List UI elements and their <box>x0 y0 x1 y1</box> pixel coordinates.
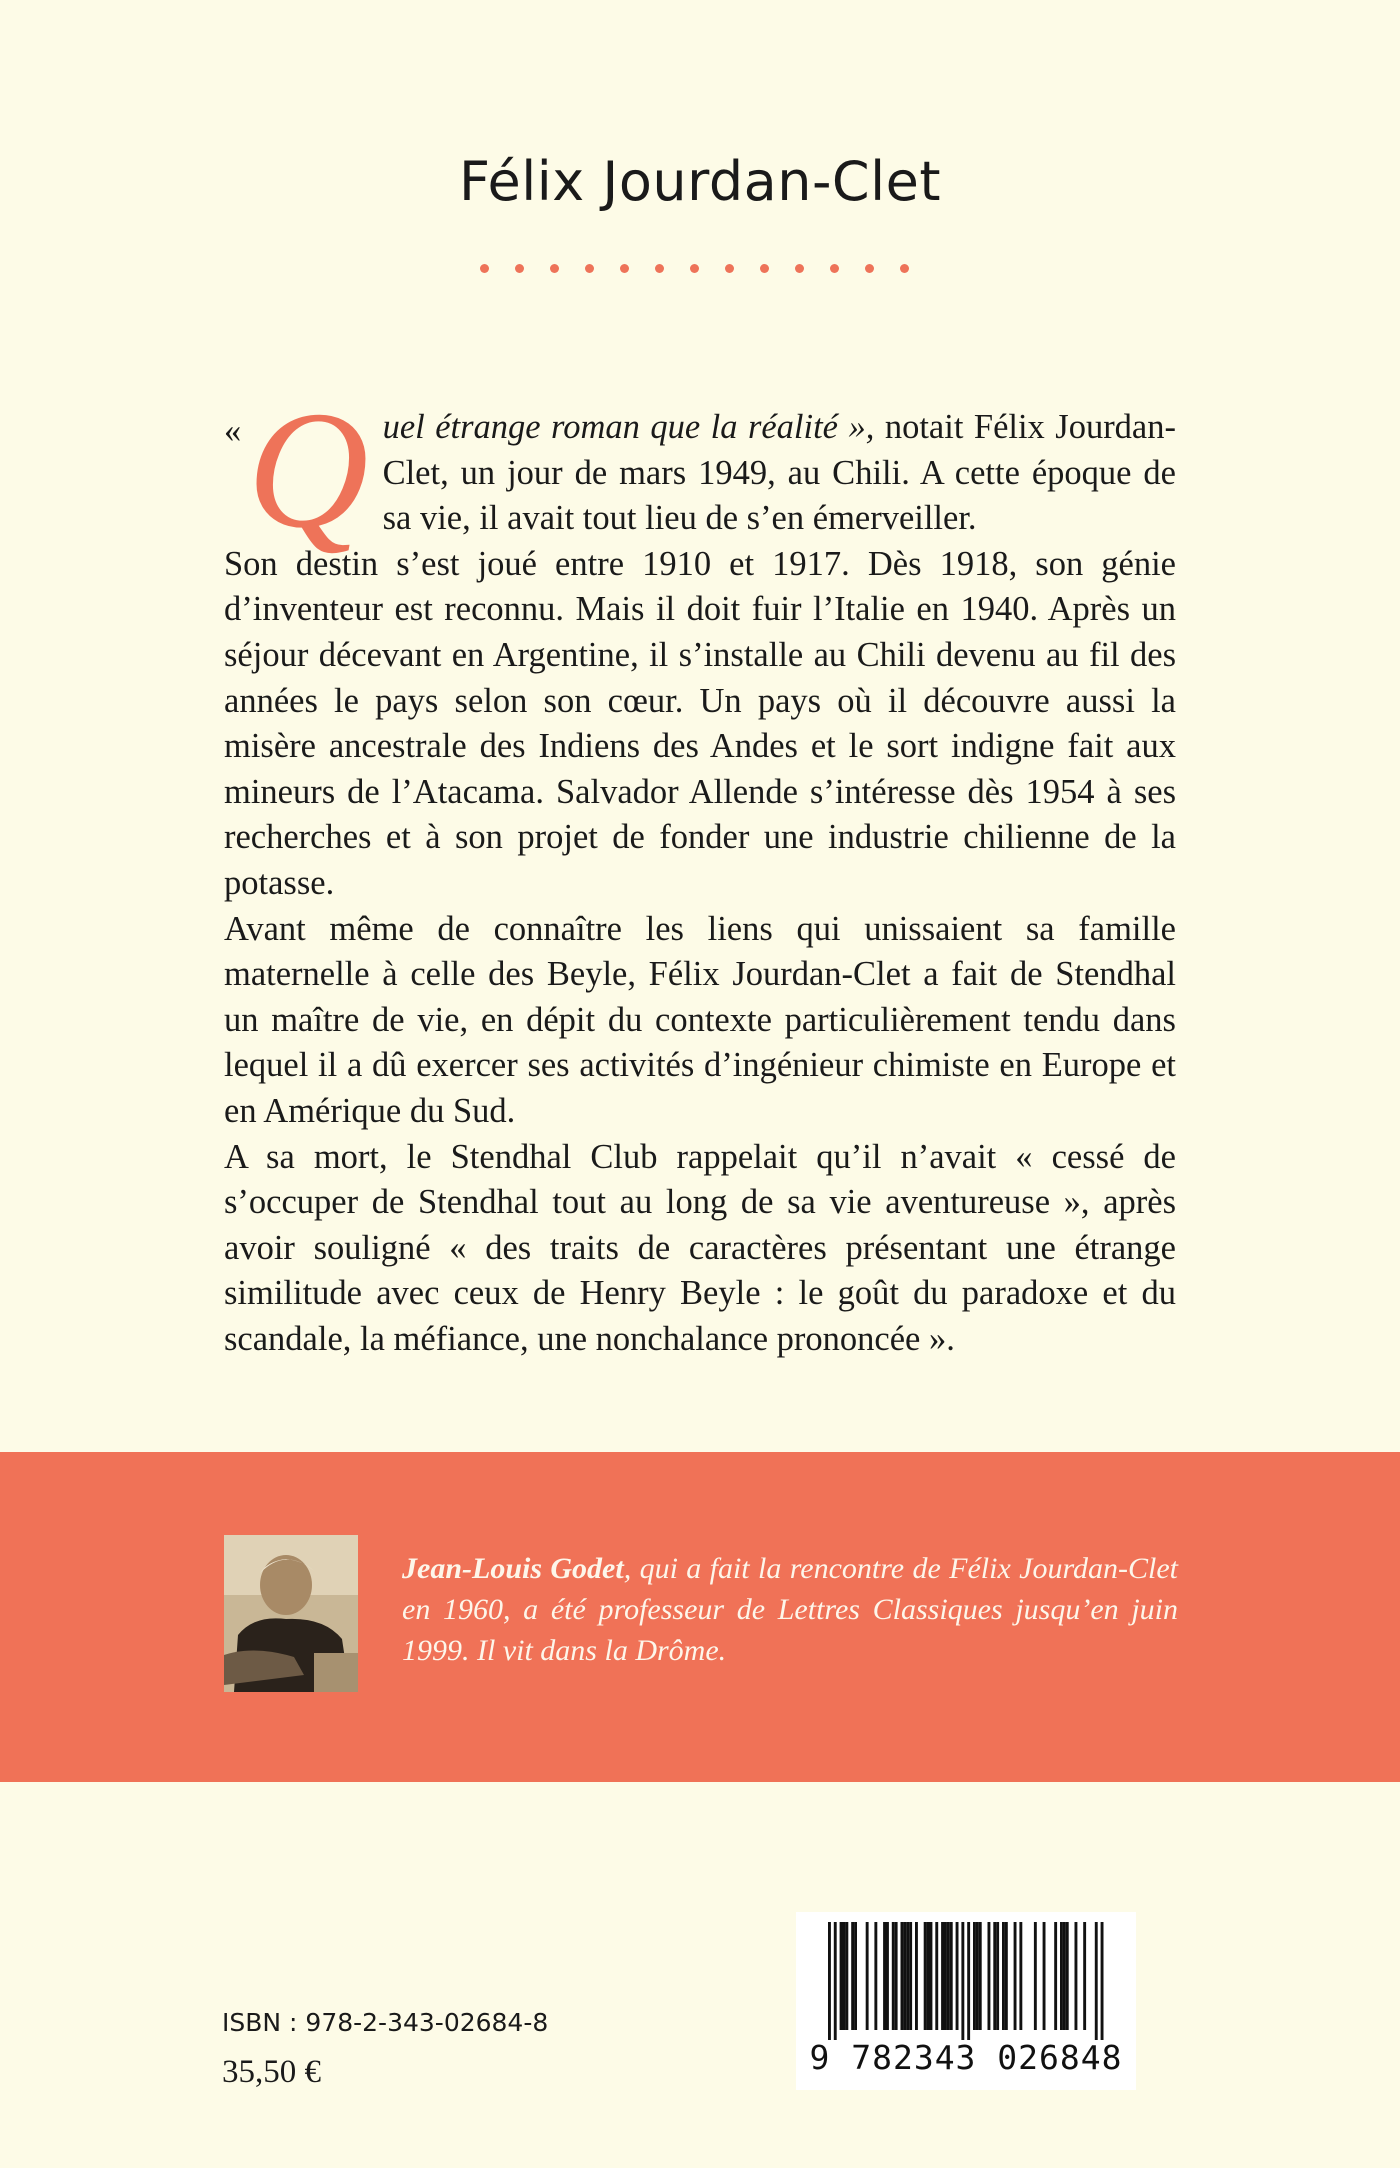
barcode-bar <box>845 1922 848 2030</box>
author-bio-text: , qui a fait la rencontre de Félix Jourdan-Clet en 1960, a été professeur de Lettres Classiques jusqu’en juin 1999. Il vit dans la Drôme. <box>402 1552 1179 1667</box>
divider-dot <box>830 264 839 273</box>
barcode-bar <box>1019 1922 1022 2030</box>
opening-quotation: uel étrange roman que la réalité », <box>382 408 875 446</box>
barcode-bar <box>843 1922 846 2030</box>
barcode-bar <box>834 1922 837 2040</box>
barcode-bar <box>909 1922 912 2030</box>
barcode-digits: 9 782343 026848 <box>809 2038 1123 2077</box>
price-label: 35,50 € <box>222 2054 321 2090</box>
author-photo <box>224 1535 358 1692</box>
divider-dot <box>550 264 559 273</box>
barcode-bars <box>796 1912 1136 2042</box>
barcode-bar <box>1005 1922 1008 2030</box>
barcode-bar <box>976 1922 979 2030</box>
barcode-bar <box>866 1922 869 2030</box>
barcode-bar <box>927 1922 930 2030</box>
barcode-bar <box>935 1922 938 2030</box>
divider-dot <box>725 264 734 273</box>
barcode-bar <box>903 1922 906 2030</box>
author-name: Jean-Louis Godet <box>402 1552 624 1585</box>
barcode-bar <box>930 1922 933 2030</box>
barcode-bar <box>924 1922 927 2030</box>
author-portrait-image <box>224 1535 358 1692</box>
back-cover-blurb <box>224 377 1176 1362</box>
barcode-bar <box>1075 1922 1078 2030</box>
barcode-bar <box>1083 1922 1086 2030</box>
barcode-bar <box>941 1922 944 2030</box>
barcode-bar <box>1101 1922 1104 2040</box>
barcode-bar <box>944 1922 947 2030</box>
divider-dot <box>865 264 874 273</box>
blurb-paragraph-1 <box>224 377 1176 563</box>
barcode-bar <box>947 1922 950 2030</box>
barcode-bar <box>1034 1922 1037 2030</box>
barcode-bar <box>886 1922 889 2030</box>
barcode-bar <box>988 1922 991 2030</box>
barcode-bar <box>828 1922 831 2040</box>
barcode-bar <box>979 1922 982 2030</box>
barcode-bar <box>973 1922 976 2030</box>
barcode <box>796 1912 1136 2090</box>
blurb-paragraph-2: Son destin s’est joué entre 1910 et 1917. Dès 1918, son génie d’inventeur est reconnu. Mais il doit fuir l’Italie en 1940. Après un séjour décevant en Argentine, il s’installe au Chili devenu au fil des années le pays selon son cœur. Un pays où il découvre aussi la misère ancestrale des Indiens des Andes et le sort indigne fait aux mineurs de l’Atacama. Salvador Allende s’intéresse dès 1954 à ses recherches et à son projet de fonder une industrie chilienne de la potasse. <box>224 544 1176 902</box>
divider-dot <box>690 264 699 273</box>
divider-dot <box>585 264 594 273</box>
divider-dot <box>620 264 629 273</box>
book-title: Félix Jourdan-Clet <box>458 150 942 213</box>
barcode-bar <box>906 1922 909 2030</box>
barcode-bar <box>961 1922 964 2040</box>
barcode-bar <box>1002 1922 1005 2030</box>
barcode-bar <box>1063 1922 1066 2030</box>
barcode-bar <box>967 1922 970 2040</box>
divider-dot <box>760 264 769 273</box>
barcode-bar <box>874 1922 877 2030</box>
barcode-bar <box>993 1922 996 2030</box>
barcode-bar <box>1014 1922 1017 2030</box>
barcode-bar <box>1060 1922 1063 2030</box>
author-bio <box>402 1548 1178 1671</box>
divider-dot <box>795 264 804 273</box>
isbn-label: ISBN : 978-2-343-02684-8 <box>222 2008 549 2037</box>
drop-cap-letter: Q <box>247 377 369 563</box>
divider-dot <box>655 264 664 273</box>
blurb-paragraph-4: A sa mort, le Stendhal Club rappelait qu’il n’avait « cessé de s’occuper de Stendhal tout au long de sa vie aventureuse », après avoir souligné « des traits de caractères présentant une étrange similitude avec ceux de Henry Beyle : le goût du paradoxe et du scandale, la méfiance, une nonchalance prononcée ». <box>224 1137 1176 1358</box>
opening-quote-mark: « <box>224 412 242 450</box>
barcode-bar <box>1043 1922 1046 2030</box>
decorative-dot-divider <box>480 264 920 284</box>
barcode-bar <box>901 1922 904 2030</box>
barcode-bar <box>1095 1922 1098 2040</box>
barcode-bar <box>956 1922 959 2030</box>
barcode-bar <box>915 1922 918 2030</box>
barcode-bar <box>1054 1922 1057 2030</box>
barcode-bar <box>950 1922 953 2030</box>
barcode-bar <box>883 1922 886 2030</box>
divider-dot <box>480 264 489 273</box>
barcode-bar <box>895 1922 898 2030</box>
blurb-paragraph-1-text: notait Félix Jourdan-Clet, un jour de mars 1949, au Chili. A cette époque de sa vie, il avait tout lieu de s’en émerveiller. <box>382 408 1176 538</box>
barcode-bar <box>892 1922 895 2030</box>
divider-dot <box>900 264 909 273</box>
blurb-paragraph-3: Avant même de connaître les liens qui unissaient sa famille maternelle à celle des Beyle, Félix Jourdan-Clet a fait de Stendhal un maître de vie, en dépit du contexte particulièrement tendu dans lequel il a dû exercer ses activités d’ingénieur chimiste en Europe et en Amérique du Sud. <box>224 909 1176 1130</box>
barcode-bar <box>1066 1922 1069 2030</box>
barcode-bar <box>996 1922 999 2030</box>
barcode-bar <box>840 1922 843 2030</box>
divider-dot <box>515 264 524 273</box>
barcode-bar <box>851 1922 854 2030</box>
barcode-bar <box>854 1922 857 2030</box>
